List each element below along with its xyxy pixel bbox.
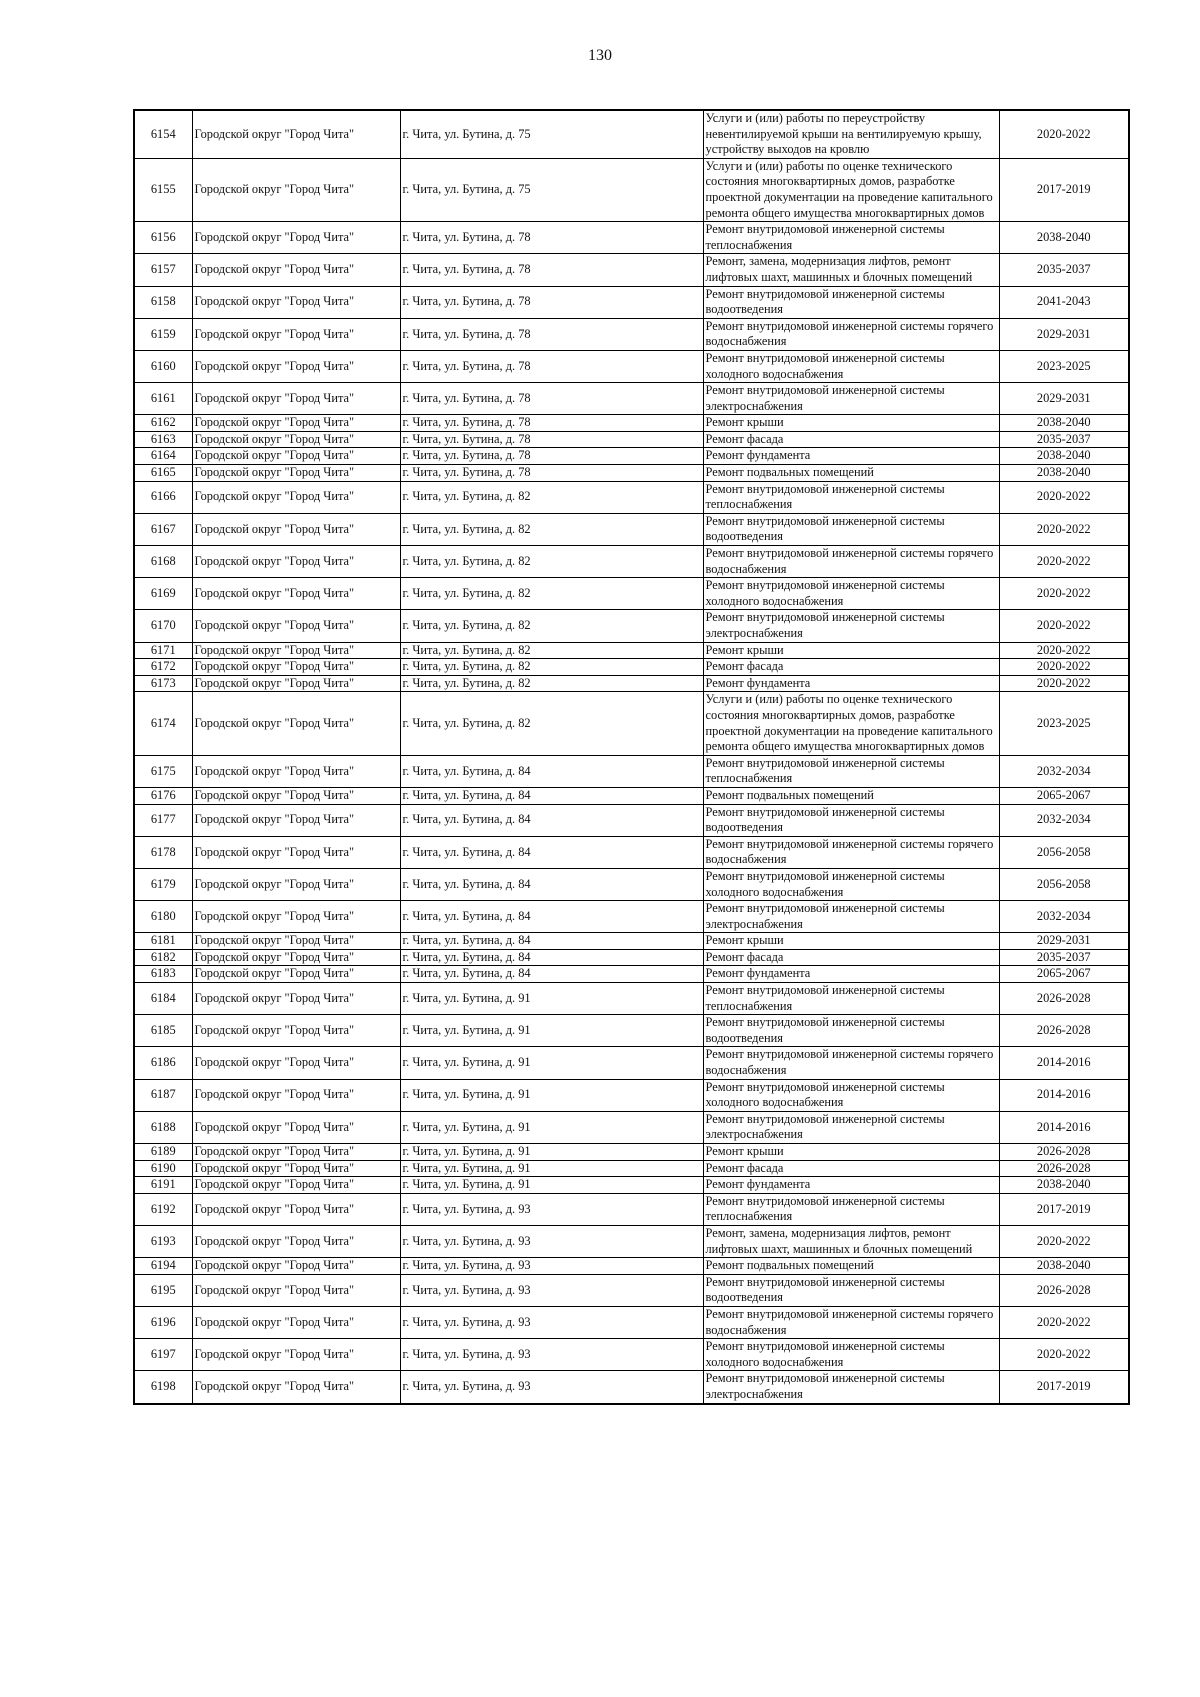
row-number-cell: 6185 xyxy=(134,1015,192,1047)
row-number-cell: 6176 xyxy=(134,787,192,804)
address-cell: г. Чита, ул. Бутина, д. 82 xyxy=(400,610,703,642)
address-cell: г. Чита, ул. Бутина, д. 78 xyxy=(400,431,703,448)
row-number-cell: 6166 xyxy=(134,481,192,513)
district-cell: Городской округ "Город Чита" xyxy=(192,804,400,836)
table-row xyxy=(134,1193,1129,1225)
work-type-cell: Ремонт, замена, модернизация лифтов, ремонт лифтовых шахт, машинных и блочных помещений xyxy=(703,254,999,286)
table-row xyxy=(134,901,1129,933)
address-cell: г. Чита, ул. Бутина, д. 78 xyxy=(400,318,703,350)
row-number-cell: 6182 xyxy=(134,949,192,966)
work-type-cell: Ремонт внутридомовой инженерной системы горячего водоснабжения xyxy=(703,546,999,578)
work-type-cell: Ремонт внутридомовой инженерной системы горячего водоснабжения xyxy=(703,1047,999,1079)
district-cell: Городской округ "Город Чита" xyxy=(192,1371,400,1404)
district-cell: Городской округ "Город Чита" xyxy=(192,465,400,482)
district-cell: Городской округ "Город Чита" xyxy=(192,675,400,692)
years-cell: 2026-2028 xyxy=(999,1160,1129,1177)
address-cell: г. Чита, ул. Бутина, д. 84 xyxy=(400,868,703,900)
address-cell: г. Чита, ул. Бутина, д. 93 xyxy=(400,1225,703,1257)
work-type-cell: Ремонт подвальных помещений xyxy=(703,787,999,804)
years-cell: 2035-2037 xyxy=(999,254,1129,286)
district-cell: Городской округ "Город Чита" xyxy=(192,1258,400,1275)
years-cell: 2017-2019 xyxy=(999,1371,1129,1404)
district-cell: Городской округ "Город Чита" xyxy=(192,692,400,755)
table-row xyxy=(134,1306,1129,1338)
table-row xyxy=(134,254,1129,286)
table-row xyxy=(134,1371,1129,1404)
years-cell: 2038-2040 xyxy=(999,1177,1129,1194)
district-cell: Городской округ "Город Чита" xyxy=(192,578,400,610)
district-cell: Городской округ "Город Чита" xyxy=(192,110,400,158)
address-cell: г. Чита, ул. Бутина, д. 78 xyxy=(400,350,703,382)
years-cell: 2020-2022 xyxy=(999,659,1129,676)
address-cell: г. Чита, ул. Бутина, д. 84 xyxy=(400,966,703,983)
address-cell: г. Чита, ул. Бутина, д. 78 xyxy=(400,383,703,415)
work-type-cell: Ремонт внутридомовой инженерной системы горячего водоснабжения xyxy=(703,318,999,350)
district-cell: Городской округ "Город Чита" xyxy=(192,1144,400,1161)
table-row xyxy=(134,222,1129,254)
table-row xyxy=(134,787,1129,804)
row-number-cell: 6160 xyxy=(134,350,192,382)
work-type-cell: Ремонт крыши xyxy=(703,415,999,432)
address-cell: г. Чита, ул. Бутина, д. 91 xyxy=(400,983,703,1015)
years-cell: 2020-2022 xyxy=(999,675,1129,692)
address-cell: г. Чита, ул. Бутина, д. 84 xyxy=(400,949,703,966)
address-cell: г. Чита, ул. Бутина, д. 84 xyxy=(400,933,703,950)
address-cell: г. Чита, ул. Бутина, д. 82 xyxy=(400,481,703,513)
district-cell: Городской округ "Город Чита" xyxy=(192,383,400,415)
years-cell: 2065-2067 xyxy=(999,787,1129,804)
years-cell: 2029-2031 xyxy=(999,933,1129,950)
years-cell: 2026-2028 xyxy=(999,1015,1129,1047)
row-number-cell: 6161 xyxy=(134,383,192,415)
row-number-cell: 6189 xyxy=(134,1144,192,1161)
table-body xyxy=(134,110,1129,1404)
years-cell: 2035-2037 xyxy=(999,431,1129,448)
address-cell: г. Чита, ул. Бутина, д. 91 xyxy=(400,1177,703,1194)
table-row xyxy=(134,415,1129,432)
district-cell: Городской округ "Город Чита" xyxy=(192,481,400,513)
years-cell: 2017-2019 xyxy=(999,158,1129,221)
row-number-cell: 6192 xyxy=(134,1193,192,1225)
work-type-cell: Ремонт подвальных помещений xyxy=(703,1258,999,1275)
address-cell: г. Чита, ул. Бутина, д. 82 xyxy=(400,578,703,610)
table-row xyxy=(134,1144,1129,1161)
district-cell: Городской округ "Город Чита" xyxy=(192,448,400,465)
table-row xyxy=(134,983,1129,1015)
work-type-cell: Ремонт внутридомовой инженерной системы водоотведения xyxy=(703,1274,999,1306)
years-cell: 2065-2067 xyxy=(999,966,1129,983)
work-type-cell: Ремонт внутридомовой инженерной системы теплоснабжения xyxy=(703,481,999,513)
row-number-cell: 6163 xyxy=(134,431,192,448)
table-row xyxy=(134,481,1129,513)
years-cell: 2020-2022 xyxy=(999,481,1129,513)
work-type-cell: Ремонт внутридомовой инженерной системы холодного водоснабжения xyxy=(703,868,999,900)
district-cell: Городской округ "Город Чита" xyxy=(192,318,400,350)
years-cell: 2020-2022 xyxy=(999,1306,1129,1338)
table-row xyxy=(134,1225,1129,1257)
address-cell: г. Чита, ул. Бутина, д. 82 xyxy=(400,659,703,676)
address-cell: г. Чита, ул. Бутина, д. 78 xyxy=(400,415,703,432)
work-type-cell: Ремонт внутридомовой инженерной системы электроснабжения xyxy=(703,1111,999,1143)
address-cell: г. Чита, ул. Бутина, д. 82 xyxy=(400,513,703,545)
address-cell: г. Чита, ул. Бутина, д. 91 xyxy=(400,1160,703,1177)
table-row xyxy=(134,642,1129,659)
district-cell: Городской округ "Город Чита" xyxy=(192,350,400,382)
row-number-cell: 6195 xyxy=(134,1274,192,1306)
table-row xyxy=(134,286,1129,318)
district-cell: Городской округ "Город Чита" xyxy=(192,659,400,676)
work-type-cell: Ремонт крыши xyxy=(703,933,999,950)
address-cell: г. Чита, ул. Бутина, д. 91 xyxy=(400,1015,703,1047)
district-cell: Городской округ "Город Чита" xyxy=(192,1015,400,1047)
address-cell: г. Чита, ул. Бутина, д. 91 xyxy=(400,1079,703,1111)
work-type-cell: Ремонт фасада xyxy=(703,659,999,676)
years-cell: 2032-2034 xyxy=(999,901,1129,933)
address-cell: г. Чита, ул. Бутина, д. 91 xyxy=(400,1111,703,1143)
years-cell: 2038-2040 xyxy=(999,448,1129,465)
work-type-cell: Ремонт фасада xyxy=(703,949,999,966)
row-number-cell: 6154 xyxy=(134,110,192,158)
row-number-cell: 6164 xyxy=(134,448,192,465)
row-number-cell: 6157 xyxy=(134,254,192,286)
work-type-cell: Ремонт внутридомовой инженерной системы теплоснабжения xyxy=(703,1193,999,1225)
years-cell: 2026-2028 xyxy=(999,1274,1129,1306)
work-type-cell: Ремонт внутридомовой инженерной системы теплоснабжения xyxy=(703,222,999,254)
row-number-cell: 6178 xyxy=(134,836,192,868)
address-cell: г. Чита, ул. Бутина, д. 78 xyxy=(400,286,703,318)
address-cell: г. Чита, ул. Бутина, д. 78 xyxy=(400,222,703,254)
row-number-cell: 6198 xyxy=(134,1371,192,1404)
work-type-cell: Ремонт фасада xyxy=(703,431,999,448)
district-cell: Городской округ "Город Чита" xyxy=(192,1193,400,1225)
address-cell: г. Чита, ул. Бутина, д. 82 xyxy=(400,692,703,755)
years-cell: 2014-2016 xyxy=(999,1111,1129,1143)
address-cell: г. Чита, ул. Бутина, д. 84 xyxy=(400,901,703,933)
row-number-cell: 6181 xyxy=(134,933,192,950)
row-number-cell: 6183 xyxy=(134,966,192,983)
work-type-cell: Ремонт крыши xyxy=(703,642,999,659)
table-row xyxy=(134,692,1129,755)
work-type-cell: Ремонт внутридомовой инженерной системы холодного водоснабжения xyxy=(703,578,999,610)
district-cell: Городской округ "Город Чита" xyxy=(192,755,400,787)
row-number-cell: 6170 xyxy=(134,610,192,642)
address-cell: г. Чита, ул. Бутина, д. 84 xyxy=(400,787,703,804)
page-number: 130 xyxy=(588,47,612,64)
table-row xyxy=(134,431,1129,448)
work-type-cell: Ремонт внутридомовой инженерной системы электроснабжения xyxy=(703,901,999,933)
district-cell: Городской округ "Город Чита" xyxy=(192,1225,400,1257)
row-number-cell: 6196 xyxy=(134,1306,192,1338)
years-cell: 2056-2058 xyxy=(999,868,1129,900)
table-row xyxy=(134,868,1129,900)
table-row xyxy=(134,1339,1129,1371)
years-cell: 2026-2028 xyxy=(999,1144,1129,1161)
work-type-cell: Ремонт подвальных помещений xyxy=(703,465,999,482)
table-row xyxy=(134,675,1129,692)
row-number-cell: 6168 xyxy=(134,546,192,578)
row-number-cell: 6159 xyxy=(134,318,192,350)
years-cell: 2038-2040 xyxy=(999,222,1129,254)
work-type-cell: Ремонт внутридомовой инженерной системы электроснабжения xyxy=(703,383,999,415)
district-cell: Городской округ "Город Чита" xyxy=(192,286,400,318)
work-type-cell: Ремонт внутридомовой инженерной системы теплоснабжения xyxy=(703,983,999,1015)
years-cell: 2020-2022 xyxy=(999,642,1129,659)
row-number-cell: 6175 xyxy=(134,755,192,787)
years-cell: 2023-2025 xyxy=(999,692,1129,755)
table-row xyxy=(134,1258,1129,1275)
years-cell: 2029-2031 xyxy=(999,318,1129,350)
district-cell: Городской округ "Город Чита" xyxy=(192,868,400,900)
district-cell: Городской округ "Город Чита" xyxy=(192,158,400,221)
years-cell: 2020-2022 xyxy=(999,110,1129,158)
row-number-cell: 6177 xyxy=(134,804,192,836)
work-type-cell: Ремонт внутридомовой инженерной системы холодного водоснабжения xyxy=(703,1079,999,1111)
table-row xyxy=(134,610,1129,642)
address-cell: г. Чита, ул. Бутина, д. 84 xyxy=(400,804,703,836)
address-cell: г. Чита, ул. Бутина, д. 78 xyxy=(400,448,703,465)
table-row xyxy=(134,1079,1129,1111)
row-number-cell: 6172 xyxy=(134,659,192,676)
table-row xyxy=(134,546,1129,578)
address-cell: г. Чита, ул. Бутина, д. 93 xyxy=(400,1193,703,1225)
address-cell: г. Чита, ул. Бутина, д. 91 xyxy=(400,1144,703,1161)
district-cell: Городской округ "Город Чита" xyxy=(192,1177,400,1194)
row-number-cell: 6155 xyxy=(134,158,192,221)
district-cell: Городской округ "Город Чита" xyxy=(192,949,400,966)
work-type-cell: Ремонт внутридомовой инженерной системы электроснабжения xyxy=(703,610,999,642)
district-cell: Городской округ "Город Чита" xyxy=(192,836,400,868)
row-number-cell: 6190 xyxy=(134,1160,192,1177)
work-type-cell: Ремонт внутридомовой инженерной системы горячего водоснабжения xyxy=(703,1306,999,1338)
district-cell: Городской округ "Город Чита" xyxy=(192,642,400,659)
years-cell: 2020-2022 xyxy=(999,513,1129,545)
district-cell: Городской округ "Город Чита" xyxy=(192,1339,400,1371)
address-cell: г. Чита, ул. Бутина, д. 93 xyxy=(400,1258,703,1275)
years-cell: 2038-2040 xyxy=(999,415,1129,432)
table-row xyxy=(134,513,1129,545)
table-row xyxy=(134,465,1129,482)
work-type-cell: Ремонт внутридомовой инженерной системы теплоснабжения xyxy=(703,755,999,787)
address-cell: г. Чита, ул. Бутина, д. 75 xyxy=(400,158,703,221)
work-type-cell: Услуги и (или) работы по оценке технического состояния многоквартирных домов, разработке проектной документации на проведение капитального ремонта общего имущества многоквартирных домов xyxy=(703,692,999,755)
table-row xyxy=(134,836,1129,868)
address-cell: г. Чита, ул. Бутина, д. 75 xyxy=(400,110,703,158)
row-number-cell: 6156 xyxy=(134,222,192,254)
years-cell: 2029-2031 xyxy=(999,383,1129,415)
row-number-cell: 6197 xyxy=(134,1339,192,1371)
work-type-cell: Услуги и (или) работы по оценке технического состояния многоквартирных домов, разработке проектной документации на проведение капитального ремонта общего имущества многоквартирных домов xyxy=(703,158,999,221)
row-number-cell: 6180 xyxy=(134,901,192,933)
address-cell: г. Чита, ул. Бутина, д. 82 xyxy=(400,642,703,659)
district-cell: Городской округ "Город Чита" xyxy=(192,1047,400,1079)
years-cell: 2014-2016 xyxy=(999,1079,1129,1111)
table-row xyxy=(134,1111,1129,1143)
row-number-cell: 6187 xyxy=(134,1079,192,1111)
table-row xyxy=(134,933,1129,950)
district-cell: Городской округ "Город Чита" xyxy=(192,1160,400,1177)
work-type-cell: Ремонт фундамента xyxy=(703,966,999,983)
table-row xyxy=(134,448,1129,465)
district-cell: Городской округ "Город Чита" xyxy=(192,431,400,448)
row-number-cell: 6162 xyxy=(134,415,192,432)
years-cell: 2035-2037 xyxy=(999,949,1129,966)
table-row xyxy=(134,1160,1129,1177)
address-cell: г. Чита, ул. Бутина, д. 84 xyxy=(400,836,703,868)
work-type-cell: Ремонт крыши xyxy=(703,1144,999,1161)
district-cell: Городской округ "Город Чита" xyxy=(192,1111,400,1143)
table-row xyxy=(134,318,1129,350)
table-row xyxy=(134,1274,1129,1306)
table-row xyxy=(134,755,1129,787)
work-type-cell: Ремонт внутридомовой инженерной системы водоотведения xyxy=(703,1015,999,1047)
district-cell: Городской округ "Город Чита" xyxy=(192,415,400,432)
years-cell: 2038-2040 xyxy=(999,465,1129,482)
row-number-cell: 6174 xyxy=(134,692,192,755)
table-row xyxy=(134,659,1129,676)
years-cell: 2020-2022 xyxy=(999,1225,1129,1257)
district-cell: Городской округ "Город Чита" xyxy=(192,546,400,578)
address-cell: г. Чита, ул. Бутина, д. 91 xyxy=(400,1047,703,1079)
address-cell: г. Чита, ул. Бутина, д. 93 xyxy=(400,1306,703,1338)
row-number-cell: 6169 xyxy=(134,578,192,610)
years-cell: 2041-2043 xyxy=(999,286,1129,318)
years-cell: 2020-2022 xyxy=(999,578,1129,610)
table-row xyxy=(134,966,1129,983)
row-number-cell: 6167 xyxy=(134,513,192,545)
work-type-cell: Ремонт фундамента xyxy=(703,675,999,692)
district-cell: Городской округ "Город Чита" xyxy=(192,1079,400,1111)
table-row xyxy=(134,110,1129,158)
work-type-cell: Ремонт внутридомовой инженерной системы горячего водоснабжения xyxy=(703,836,999,868)
years-cell: 2017-2019 xyxy=(999,1193,1129,1225)
address-cell: г. Чита, ул. Бутина, д. 84 xyxy=(400,755,703,787)
district-cell: Городской округ "Город Чита" xyxy=(192,966,400,983)
address-cell: г. Чита, ул. Бутина, д. 82 xyxy=(400,675,703,692)
table-row xyxy=(134,804,1129,836)
district-cell: Городской округ "Город Чита" xyxy=(192,1274,400,1306)
work-type-cell: Ремонт фасада xyxy=(703,1160,999,1177)
work-type-cell: Ремонт фундамента xyxy=(703,1177,999,1194)
table-row xyxy=(134,350,1129,382)
row-number-cell: 6191 xyxy=(134,1177,192,1194)
row-number-cell: 6173 xyxy=(134,675,192,692)
work-type-cell: Ремонт внутридомовой инженерной системы электроснабжения xyxy=(703,1371,999,1404)
district-cell: Городской округ "Город Чита" xyxy=(192,933,400,950)
district-cell: Городской округ "Город Чита" xyxy=(192,983,400,1015)
row-number-cell: 6194 xyxy=(134,1258,192,1275)
years-cell: 2026-2028 xyxy=(999,983,1129,1015)
row-number-cell: 6171 xyxy=(134,642,192,659)
address-cell: г. Чита, ул. Бутина, д. 93 xyxy=(400,1339,703,1371)
district-cell: Городской округ "Город Чита" xyxy=(192,254,400,286)
years-cell: 2038-2040 xyxy=(999,1258,1129,1275)
table-row xyxy=(134,1177,1129,1194)
district-cell: Городской округ "Город Чита" xyxy=(192,901,400,933)
years-cell: 2020-2022 xyxy=(999,1339,1129,1371)
row-number-cell: 6193 xyxy=(134,1225,192,1257)
row-number-cell: 6179 xyxy=(134,868,192,900)
table-row xyxy=(134,1047,1129,1079)
table-row xyxy=(134,1015,1129,1047)
address-cell: г. Чита, ул. Бутина, д. 78 xyxy=(400,465,703,482)
row-number-cell: 6186 xyxy=(134,1047,192,1079)
work-type-cell: Ремонт внутридомовой инженерной системы холодного водоснабжения xyxy=(703,350,999,382)
work-type-cell: Услуги и (или) работы по переустройству невентилируемой крыши на вентилируемую крышу, устройству выходов на кровлю xyxy=(703,110,999,158)
years-cell: 2014-2016 xyxy=(999,1047,1129,1079)
address-cell: г. Чита, ул. Бутина, д. 93 xyxy=(400,1274,703,1306)
work-type-cell: Ремонт внутридомовой инженерной системы водоотведения xyxy=(703,804,999,836)
years-cell: 2032-2034 xyxy=(999,755,1129,787)
row-number-cell: 6158 xyxy=(134,286,192,318)
work-type-cell: Ремонт внутридомовой инженерной системы холодного водоснабжения xyxy=(703,1339,999,1371)
work-type-cell: Ремонт фундамента xyxy=(703,448,999,465)
years-cell: 2023-2025 xyxy=(999,350,1129,382)
address-cell: г. Чита, ул. Бутина, д. 82 xyxy=(400,546,703,578)
district-cell: Городской округ "Город Чита" xyxy=(192,1306,400,1338)
row-number-cell: 6188 xyxy=(134,1111,192,1143)
years-cell: 2056-2058 xyxy=(999,836,1129,868)
repair-schedule-table xyxy=(133,109,1130,1405)
years-cell: 2020-2022 xyxy=(999,610,1129,642)
work-type-cell: Ремонт, замена, модернизация лифтов, ремонт лифтовых шахт, машинных и блочных помещений xyxy=(703,1225,999,1257)
district-cell: Городской округ "Город Чита" xyxy=(192,787,400,804)
table-row xyxy=(134,383,1129,415)
table-row xyxy=(134,158,1129,221)
address-cell: г. Чита, ул. Бутина, д. 78 xyxy=(400,254,703,286)
table-row xyxy=(134,949,1129,966)
district-cell: Городской округ "Город Чита" xyxy=(192,222,400,254)
table-row xyxy=(134,578,1129,610)
district-cell: Городской округ "Город Чита" xyxy=(192,610,400,642)
row-number-cell: 6184 xyxy=(134,983,192,1015)
work-type-cell: Ремонт внутридомовой инженерной системы водоотведения xyxy=(703,286,999,318)
years-cell: 2020-2022 xyxy=(999,546,1129,578)
address-cell: г. Чита, ул. Бутина, д. 93 xyxy=(400,1371,703,1404)
years-cell: 2032-2034 xyxy=(999,804,1129,836)
work-type-cell: Ремонт внутридомовой инженерной системы водоотведения xyxy=(703,513,999,545)
row-number-cell: 6165 xyxy=(134,465,192,482)
district-cell: Городской округ "Город Чита" xyxy=(192,513,400,545)
